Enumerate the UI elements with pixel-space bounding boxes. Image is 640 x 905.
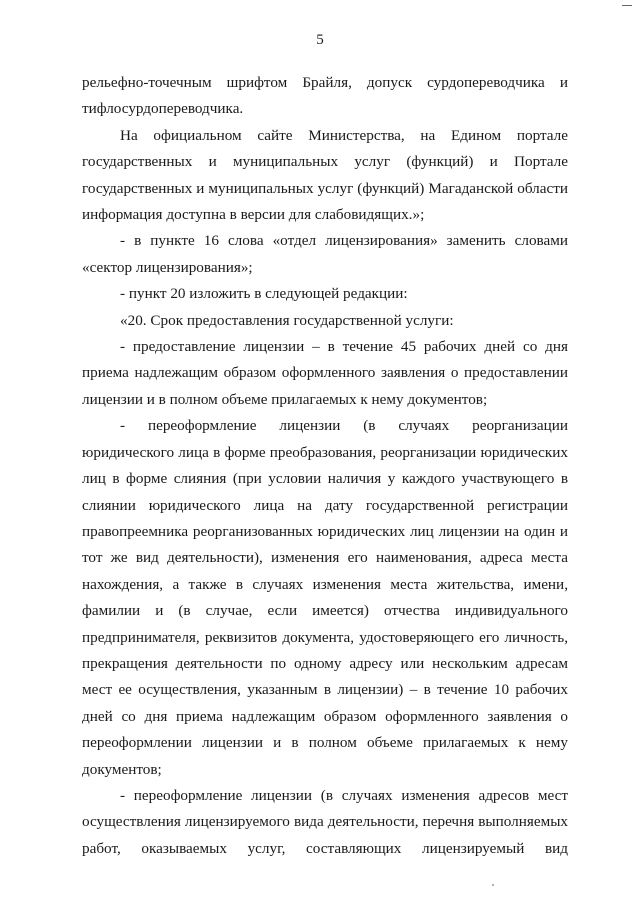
paragraph-license-reissue-address-change: - переоформление лицензии (в случаях изменения адресов мест осуществления лицензируемого вида деятельности, перечня выполняемых работ, оказываемых услуг, составляющих лицензируемый вид	[82, 786, 568, 857]
paragraph-braille-continuation: рельефно-точечным шрифтом Брайля, допуск сурдопереводчика и тифлосурдопереводчика.	[82, 74, 568, 118]
paragraph-point-16-amendment: - в пункте 16 слова «отдел лицензирования» заменить словами «сектор лицензирования»;	[82, 232, 568, 276]
paragraph-license-reissue-term: - переоформление лицензии (в случаях реорганизации юридического лица в форме преобразования, реорганизации юридических лиц в форме слияния (при условии наличия у каждого участвующего в слиянии юридического лица на дату государственной регистрации правопреемника реорганизованных юридических лиц лицензии на один и тот же вид деятельности), изменения его наименования, адреса места нахождения, а также в случаях изменения места жительства, имени, фамилии и (в случае, если имеется) отчества индивидуального предпринимателя, реквизитов документа, удостоверяющего его личность, прекращения деятельности по одному адресу или нескольким адресам мест ее осуществления, указанным в лицензии) – в течение 10 рабочих дней со дня приема надлежащим образом оформленного заявления о переоформлении лицензии и в полном объеме прилагаемых к нему документов;	[82, 417, 568, 778]
document-body	[82, 70, 568, 862]
scan-speck	[492, 884, 494, 886]
paragraph-license-provision-term: - предоставление лицензии – в течение 45 рабочих дней со дня приема надлежащим образом оформленного заявления о предоставлении лицензии и в полном объеме прилагаемых к нему документов;	[82, 338, 568, 408]
paragraph-official-site-info: На официальном сайте Министерства, на Едином портале государственных и муниципальных услуг (функций) и Портале государственных и муниципальных услуг (функций) Магаданской области информация доступна в версии для слабовидящих.»;	[82, 126, 568, 224]
paragraph-point-20-heading: «20. Срок предоставления государственной услуги:	[120, 311, 454, 329]
scan-corner-mark	[622, 5, 632, 12]
page-number: 5	[316, 32, 324, 48]
paragraph-point-20-intro: - пункт 20 изложить в следующей редакции:	[120, 285, 408, 303]
